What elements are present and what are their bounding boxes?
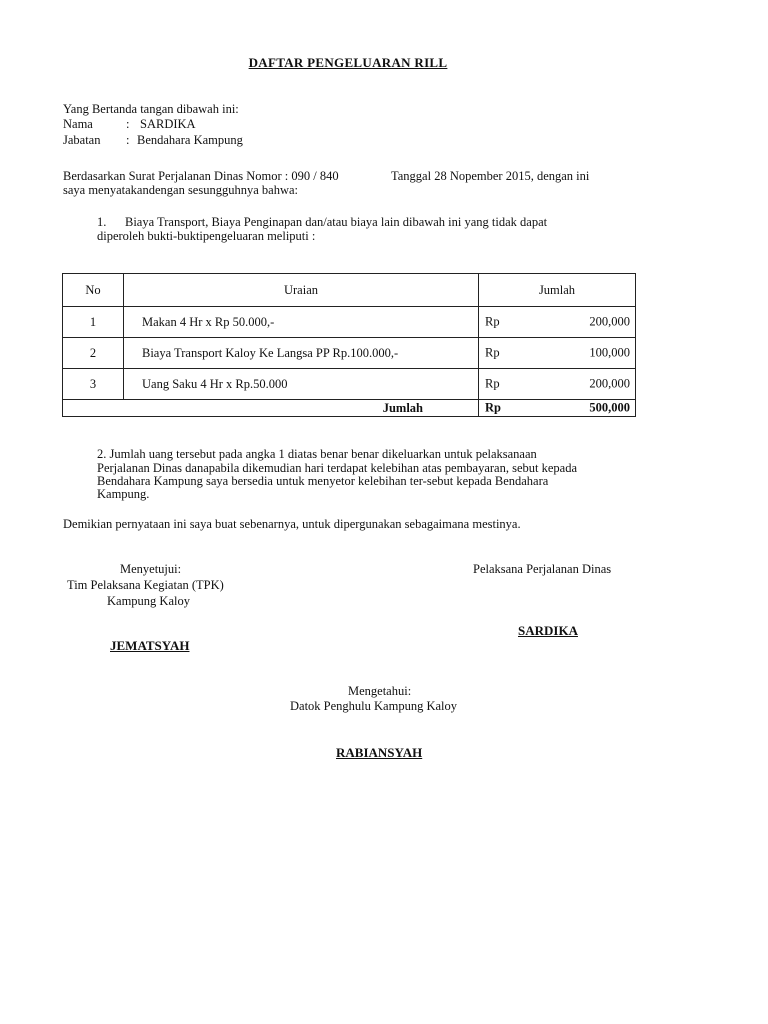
row-currency: Rp bbox=[485, 345, 500, 360]
sign-left-line-2: Tim Pelaksana Kegiatan (TPK) bbox=[67, 578, 224, 592]
header-no: No bbox=[63, 274, 124, 307]
row-amount: 200,000 bbox=[589, 376, 630, 391]
row-amount: 100,000 bbox=[589, 345, 630, 360]
row-currency: Rp bbox=[485, 314, 500, 329]
position-separator: : bbox=[126, 133, 130, 147]
row-uraian: Uang Saku 4 Hr x Rp.50.000 bbox=[124, 369, 479, 400]
sign-bottom-line-1: Mengetahui: bbox=[348, 684, 412, 698]
basis-line-1a: Berdasarkan Surat Perjalanan Dinas Nomor : 090 / 840 bbox=[63, 169, 339, 183]
sign-right-name: SARDIKA bbox=[518, 623, 578, 638]
point1-line-1: Biaya Transport, Biaya Penginapan dan/atau biaya lain dibawah ini yang tidak dapat bbox=[125, 215, 548, 229]
name-separator: : bbox=[126, 117, 130, 131]
position-label: Jabatan bbox=[63, 133, 101, 147]
table-total-row bbox=[63, 400, 636, 417]
document-title: DAFTAR PENGELUARAN RILL bbox=[248, 55, 448, 70]
basis-line-1b: Tanggal 28 Nopember 2015, dengan ini bbox=[391, 169, 590, 183]
sign-left-line-3: Kampung Kaloy bbox=[107, 594, 190, 608]
point1-number: 1. bbox=[97, 215, 107, 229]
position-value: Bendahara Kampung bbox=[137, 133, 243, 147]
table-row bbox=[63, 307, 636, 338]
header-jumlah: Jumlah bbox=[479, 274, 636, 307]
row-no: 3 bbox=[63, 369, 124, 400]
point2-line-4: Kampung. bbox=[97, 487, 150, 501]
table-row bbox=[63, 338, 636, 369]
row-no: 2 bbox=[63, 338, 124, 369]
point2-line-1: 2. Jumlah uang tersebut pada angka 1 diatas benar benar dikeluarkan untuk pelaksanaan bbox=[97, 447, 537, 461]
row-currency: Rp bbox=[485, 376, 500, 391]
row-amount: 200,000 bbox=[589, 314, 630, 329]
table-row bbox=[63, 369, 636, 400]
sign-left-name: JEMATSYAH bbox=[110, 638, 190, 653]
row-jumlah bbox=[479, 307, 636, 338]
row-uraian: Biaya Transport Kaloy Ke Langsa PP Rp.100.000,- bbox=[124, 338, 479, 369]
point2-line-2: Perjalanan Dinas danapabila dikemudian hari terdapat kelebihan atas pembayaran, sebut kepada bbox=[97, 461, 578, 475]
total-jumlah bbox=[479, 400, 636, 417]
total-currency: Rp bbox=[485, 400, 501, 415]
row-uraian: Makan 4 Hr x Rp 50.000,- bbox=[124, 307, 479, 338]
basis-line-2: saya menyatakandengan sesungguhnya bahwa: bbox=[63, 183, 298, 197]
header-uraian: Uraian bbox=[124, 274, 479, 307]
sign-left-line-1: Menyetujui: bbox=[120, 562, 182, 576]
total-amount: 500,000 bbox=[589, 400, 630, 415]
intro-text: Yang Bertanda tangan dibawah ini: bbox=[63, 102, 239, 116]
row-no: 1 bbox=[63, 307, 124, 338]
name-value: SARDIKA bbox=[140, 117, 196, 131]
sign-right-line-1: Pelaksana Perjalanan Dinas bbox=[473, 562, 612, 576]
total-spacer bbox=[63, 400, 124, 417]
table-header-row bbox=[63, 274, 636, 307]
row-jumlah bbox=[479, 338, 636, 369]
expense-table bbox=[62, 273, 636, 417]
point2-line-3: Bendahara Kampung saya bersedia untuk menyetor kelebihan ter-sebut kepada Bendahara bbox=[97, 474, 549, 488]
sign-bottom-line-2: Datok Penghulu Kampung Kaloy bbox=[290, 699, 457, 713]
closing-statement: Demikian pernyataan ini saya buat sebenarnya, untuk dipergunakan sebagaimana mestinya. bbox=[63, 517, 521, 531]
sign-bottom-name: RABIANSYAH bbox=[336, 745, 423, 760]
point1-line-2: diperoleh bukti-buktipengeluaran meliputi : bbox=[97, 229, 316, 243]
name-label: Nama bbox=[63, 117, 93, 131]
total-label: Jumlah bbox=[124, 400, 479, 417]
row-jumlah bbox=[479, 369, 636, 400]
